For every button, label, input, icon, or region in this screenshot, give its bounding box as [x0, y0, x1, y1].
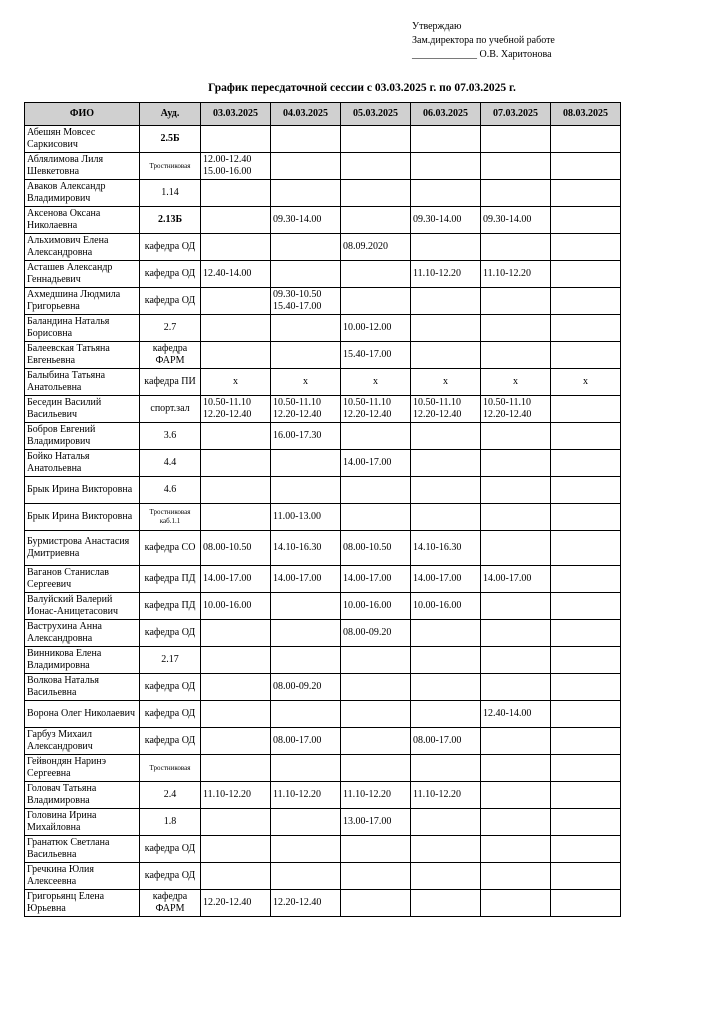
time-slot-cell [551, 153, 621, 180]
teacher-name-cell: Брык Ирина Викторовна [25, 504, 140, 531]
teacher-name-cell: Гарбуз Михаил Александрович [25, 728, 140, 755]
approval-line-2: Зам.директора по учебной работе [412, 35, 555, 46]
time-slot-cell [271, 126, 341, 153]
time-slot-cell [481, 836, 551, 863]
time-slot-cell: 10.00-16.00 [201, 593, 271, 620]
time-slot-cell [481, 728, 551, 755]
time-slot-cell: 09.30-14.00 [481, 207, 551, 234]
table-row [25, 890, 621, 917]
time-slot-cell [341, 288, 411, 315]
table-row [25, 701, 621, 728]
time-slot-cell [551, 566, 621, 593]
schedule-table [24, 102, 621, 917]
time-slot-cell [341, 647, 411, 674]
time-slot-cell: 10.00-12.00 [341, 315, 411, 342]
table-row [25, 153, 621, 180]
time-slot-cell [411, 234, 481, 261]
time-slot-cell [341, 261, 411, 288]
room-cell: спорт.зал [140, 396, 201, 423]
time-slot-cell: 15.40-17.00 [341, 342, 411, 369]
time-slot-cell [411, 477, 481, 504]
teacher-name-cell: Валуйский Валерий Ионас-Аницетасович [25, 593, 140, 620]
time-slot-cell: 10.50-11.10 12.20-12.40 [271, 396, 341, 423]
teacher-name-cell: Ваганов Станислав Сергеевич [25, 566, 140, 593]
time-slot-cell [271, 620, 341, 647]
time-slot-cell [551, 342, 621, 369]
time-slot-cell: 09.30-14.00 [411, 207, 481, 234]
time-slot-cell: 10.50-11.10 12.20-12.40 [201, 396, 271, 423]
table-row [25, 593, 621, 620]
time-slot-cell [341, 504, 411, 531]
time-slot-cell: 11.00-13.00 [271, 504, 341, 531]
time-slot-cell: 08.00-09.20 [341, 620, 411, 647]
col-header-date: 06.03.2025 [411, 103, 481, 126]
time-slot-cell [341, 423, 411, 450]
time-slot-cell [201, 180, 271, 207]
time-slot-cell: 14.00-17.00 [411, 566, 481, 593]
table-row [25, 423, 621, 450]
time-slot-cell [411, 755, 481, 782]
time-slot-cell [481, 477, 551, 504]
room-cell: 4.4 [140, 450, 201, 477]
time-slot-cell [341, 153, 411, 180]
room-cell: 1.14 [140, 180, 201, 207]
col-header-date: 05.03.2025 [341, 103, 411, 126]
teacher-name-cell: Ахмедшина Людмила Григорьевна [25, 288, 140, 315]
col-header-room: Ауд. [140, 103, 201, 126]
time-slot-cell [411, 863, 481, 890]
time-slot-cell [411, 809, 481, 836]
time-slot-cell [551, 620, 621, 647]
room-cell: кафедра ОД [140, 234, 201, 261]
time-slot-cell: 08.09.2020 [341, 234, 411, 261]
time-slot-cell [201, 755, 271, 782]
room-cell: кафедра СО [140, 531, 201, 566]
table-row [25, 531, 621, 566]
time-slot-cell [341, 755, 411, 782]
time-slot-cell [551, 207, 621, 234]
time-slot-cell: 08.00-10.50 [201, 531, 271, 566]
time-slot-cell [341, 890, 411, 917]
time-slot-cell [481, 620, 551, 647]
time-slot-cell [551, 863, 621, 890]
time-slot-cell [201, 647, 271, 674]
time-slot-cell [551, 450, 621, 477]
time-slot-cell [271, 180, 341, 207]
time-slot-cell [551, 890, 621, 917]
teacher-name-cell: Балыбина Татьяна Анатольевна [25, 369, 140, 396]
teacher-name-cell: Гранатюк Светлана Васильевна [25, 836, 140, 863]
teacher-name-cell: Головач Татьяна Владимировна [25, 782, 140, 809]
time-slot-cell [341, 701, 411, 728]
room-cell: 3.6 [140, 423, 201, 450]
time-slot-cell [551, 836, 621, 863]
time-slot-cell: x [201, 369, 271, 396]
time-slot-cell [481, 531, 551, 566]
table-row [25, 782, 621, 809]
time-slot-cell [341, 207, 411, 234]
room-cell: 2.7 [140, 315, 201, 342]
time-slot-cell [481, 504, 551, 531]
time-slot-cell [481, 423, 551, 450]
teacher-name-cell: Ворона Олег Николаевич [25, 701, 140, 728]
time-slot-cell [481, 647, 551, 674]
table-row [25, 620, 621, 647]
time-slot-cell [201, 342, 271, 369]
time-slot-cell: 11.10-12.20 [201, 782, 271, 809]
time-slot-cell [271, 863, 341, 890]
time-slot-cell [201, 504, 271, 531]
table-row [25, 755, 621, 782]
col-header-name: ФИО [25, 103, 140, 126]
time-slot-cell [411, 288, 481, 315]
room-cell: кафедра ОД [140, 728, 201, 755]
time-slot-cell [481, 234, 551, 261]
time-slot-cell [411, 153, 481, 180]
time-slot-cell [411, 126, 481, 153]
table-row [25, 126, 621, 153]
time-slot-cell: 14.00-17.00 [341, 450, 411, 477]
time-slot-cell: 16.00-17.30 [271, 423, 341, 450]
room-cell: 2.5Б [140, 126, 201, 153]
table-row [25, 450, 621, 477]
time-slot-cell: 14.10-16.30 [411, 531, 481, 566]
time-slot-cell: 11.10-12.20 [341, 782, 411, 809]
time-slot-cell [551, 647, 621, 674]
table-row [25, 809, 621, 836]
time-slot-cell: 12.40-14.00 [201, 261, 271, 288]
time-slot-cell: x [271, 369, 341, 396]
time-slot-cell [411, 836, 481, 863]
time-slot-cell [271, 593, 341, 620]
time-slot-cell: 09.30-14.00 [271, 207, 341, 234]
time-slot-cell: 14.00-17.00 [271, 566, 341, 593]
time-slot-cell [551, 261, 621, 288]
table-row [25, 728, 621, 755]
document-title: График пересдаточной сессии с 03.03.2025 г. по 07.03.2025 г. [208, 82, 516, 94]
teacher-name-cell: Аксенова Оксана Николаевна [25, 207, 140, 234]
room-cell: 2.4 [140, 782, 201, 809]
time-slot-cell [201, 863, 271, 890]
teacher-name-cell: Баландина Наталья Борисовна [25, 315, 140, 342]
table-row [25, 315, 621, 342]
time-slot-cell [341, 728, 411, 755]
time-slot-cell: x [551, 369, 621, 396]
time-slot-cell [201, 126, 271, 153]
time-slot-cell [551, 701, 621, 728]
teacher-name-cell: Бойко Наталья Анатольевна [25, 450, 140, 477]
time-slot-cell [201, 477, 271, 504]
teacher-name-cell: Брык Ирина Викторовна [25, 477, 140, 504]
time-slot-cell: 11.10-12.20 [411, 782, 481, 809]
time-slot-cell [551, 315, 621, 342]
time-slot-cell [481, 890, 551, 917]
table-row [25, 261, 621, 288]
time-slot-cell [271, 809, 341, 836]
col-header-date: 04.03.2025 [271, 103, 341, 126]
time-slot-cell [341, 836, 411, 863]
room-cell: 2.13Б [140, 207, 201, 234]
time-slot-cell [271, 342, 341, 369]
time-slot-cell: 12.40-14.00 [481, 701, 551, 728]
time-slot-cell [481, 315, 551, 342]
time-slot-cell [271, 450, 341, 477]
time-slot-cell [481, 782, 551, 809]
time-slot-cell [341, 180, 411, 207]
time-slot-cell [201, 207, 271, 234]
time-slot-cell [201, 450, 271, 477]
time-slot-cell [201, 809, 271, 836]
room-cell: кафедра ОД [140, 288, 201, 315]
time-slot-cell [551, 477, 621, 504]
teacher-name-cell: Аваков Александр Владимирович [25, 180, 140, 207]
time-slot-cell [481, 153, 551, 180]
header-row [25, 103, 621, 126]
time-slot-cell: 12.20-12.40 [271, 890, 341, 917]
time-slot-cell: 14.00-17.00 [201, 566, 271, 593]
time-slot-cell [481, 450, 551, 477]
room-cell: 2.17 [140, 647, 201, 674]
time-slot-cell [481, 126, 551, 153]
room-cell: Тростниковая каб.1.1 [140, 504, 201, 531]
teacher-name-cell: Головина Ирина Михайловна [25, 809, 140, 836]
time-slot-cell [411, 504, 481, 531]
time-slot-cell [271, 755, 341, 782]
time-slot-cell [271, 701, 341, 728]
table-row [25, 477, 621, 504]
time-slot-cell: x [411, 369, 481, 396]
table-row [25, 342, 621, 369]
room-cell: кафедра ФАРМ [140, 890, 201, 917]
time-slot-cell [551, 782, 621, 809]
time-slot-cell [201, 728, 271, 755]
time-slot-cell [271, 234, 341, 261]
time-slot-cell [201, 288, 271, 315]
table-row [25, 674, 621, 701]
time-slot-cell: 11.10-12.20 [411, 261, 481, 288]
time-slot-cell: 14.00-17.00 [481, 566, 551, 593]
col-header-date: 08.03.2025 [551, 103, 621, 126]
time-slot-cell [201, 674, 271, 701]
time-slot-cell [551, 234, 621, 261]
time-slot-cell [411, 890, 481, 917]
approval-block [412, 20, 555, 62]
time-slot-cell [481, 674, 551, 701]
time-slot-cell: 14.00-17.00 [341, 566, 411, 593]
time-slot-cell [551, 288, 621, 315]
time-slot-cell [481, 809, 551, 836]
time-slot-cell [411, 180, 481, 207]
time-slot-cell [481, 342, 551, 369]
room-cell: кафедра ОД [140, 863, 201, 890]
time-slot-cell: 13.00-17.00 [341, 809, 411, 836]
time-slot-cell [271, 836, 341, 863]
table-row [25, 647, 621, 674]
teacher-name-cell: Балеевская Татьяна Евгеньевна [25, 342, 140, 369]
room-cell: кафедра ПД [140, 593, 201, 620]
time-slot-cell [201, 234, 271, 261]
time-slot-cell: 08.00-09.20 [271, 674, 341, 701]
room-cell: кафедра ОД [140, 701, 201, 728]
time-slot-cell: 11.10-12.20 [481, 261, 551, 288]
time-slot-cell [411, 620, 481, 647]
time-slot-cell [271, 153, 341, 180]
time-slot-cell: 09.30-10.50 15.40-17.00 [271, 288, 341, 315]
teacher-name-cell: Григорьянц Елена Юрьевна [25, 890, 140, 917]
room-cell: Тростниковая [140, 153, 201, 180]
room-cell: кафедра ОД [140, 836, 201, 863]
time-slot-cell [481, 180, 551, 207]
room-cell: 1.8 [140, 809, 201, 836]
time-slot-cell [201, 701, 271, 728]
time-slot-cell [411, 315, 481, 342]
room-cell: кафедра ОД [140, 261, 201, 288]
time-slot-cell: x [341, 369, 411, 396]
time-slot-cell [551, 504, 621, 531]
time-slot-cell: 08.00-17.00 [411, 728, 481, 755]
table-row [25, 369, 621, 396]
time-slot-cell: 11.10-12.20 [271, 782, 341, 809]
teacher-name-cell: Гейвондян Наринэ Сергеевна [25, 755, 140, 782]
teacher-name-cell: Аблялимова Лиля Шевкетовна [25, 153, 140, 180]
time-slot-cell: 08.00-17.00 [271, 728, 341, 755]
approval-line-1: Утверждаю [412, 21, 462, 32]
time-slot-cell [411, 647, 481, 674]
room-cell: кафедра ФАРМ [140, 342, 201, 369]
time-slot-cell [551, 809, 621, 836]
time-slot-cell [551, 755, 621, 782]
teacher-name-cell: Гречкина Юлия Алексеевна [25, 863, 140, 890]
time-slot-cell [201, 315, 271, 342]
table-row [25, 396, 621, 423]
table-row [25, 234, 621, 261]
time-slot-cell [341, 674, 411, 701]
col-header-date: 03.03.2025 [201, 103, 271, 126]
time-slot-cell: 10.00-16.00 [411, 593, 481, 620]
time-slot-cell: 10.50-11.10 12.20-12.40 [341, 396, 411, 423]
time-slot-cell: 12.20-12.40 [201, 890, 271, 917]
room-cell: 4.6 [140, 477, 201, 504]
time-slot-cell [411, 342, 481, 369]
time-slot-cell [411, 674, 481, 701]
time-slot-cell [201, 836, 271, 863]
time-slot-cell [341, 863, 411, 890]
time-slot-cell [271, 315, 341, 342]
teacher-name-cell: Альхимович Елена Александровна [25, 234, 140, 261]
time-slot-cell [551, 674, 621, 701]
teacher-name-cell: Ваструхина Анна Александровна [25, 620, 140, 647]
table-row [25, 504, 621, 531]
table-row [25, 836, 621, 863]
time-slot-cell [551, 531, 621, 566]
time-slot-cell [271, 477, 341, 504]
time-slot-cell [551, 593, 621, 620]
teacher-name-cell: Винникова Елена Владимировна [25, 647, 140, 674]
room-cell: кафедра ОД [140, 620, 201, 647]
time-slot-cell [271, 647, 341, 674]
time-slot-cell: 10.00-16.00 [341, 593, 411, 620]
time-slot-cell [411, 450, 481, 477]
teacher-name-cell: Абешян Мовсес Саркисович [25, 126, 140, 153]
time-slot-cell [481, 755, 551, 782]
time-slot-cell [551, 126, 621, 153]
teacher-name-cell: Беседин Василий Васильевич [25, 396, 140, 423]
teacher-name-cell: Бурмистрова Анастасия Дмитриевна [25, 531, 140, 566]
time-slot-cell [411, 701, 481, 728]
time-slot-cell [341, 126, 411, 153]
room-cell: кафедра ПИ [140, 369, 201, 396]
table-row [25, 863, 621, 890]
time-slot-cell [411, 423, 481, 450]
time-slot-cell [201, 423, 271, 450]
time-slot-cell [551, 423, 621, 450]
table-row [25, 207, 621, 234]
time-slot-cell: 08.00-10.50 [341, 531, 411, 566]
time-slot-cell: 12.00-12.40 15.00-16.00 [201, 153, 271, 180]
room-cell: кафедра ОД [140, 674, 201, 701]
table-row [25, 288, 621, 315]
time-slot-cell [481, 593, 551, 620]
teacher-name-cell: Волкова Наталья Васильевна [25, 674, 140, 701]
time-slot-cell: x [481, 369, 551, 396]
time-slot-cell [341, 477, 411, 504]
room-cell: кафедра ПД [140, 566, 201, 593]
approval-line-3: _____________ О.В. Харитонова [412, 49, 552, 60]
time-slot-cell [481, 288, 551, 315]
teacher-name-cell: Асташев Александр Геннадьевич [25, 261, 140, 288]
time-slot-cell [551, 180, 621, 207]
time-slot-cell [201, 620, 271, 647]
time-slot-cell [551, 396, 621, 423]
room-cell: Тростниковая [140, 755, 201, 782]
table-row [25, 180, 621, 207]
time-slot-cell [551, 728, 621, 755]
table-row [25, 566, 621, 593]
time-slot-cell: 10.50-11.10 12.20-12.40 [411, 396, 481, 423]
time-slot-cell: 10.50-11.10 12.20-12.40 [481, 396, 551, 423]
time-slot-cell: 14.10-16.30 [271, 531, 341, 566]
time-slot-cell [271, 261, 341, 288]
teacher-name-cell: Бобров Евгений Владимирович [25, 423, 140, 450]
time-slot-cell [481, 863, 551, 890]
col-header-date: 07.03.2025 [481, 103, 551, 126]
